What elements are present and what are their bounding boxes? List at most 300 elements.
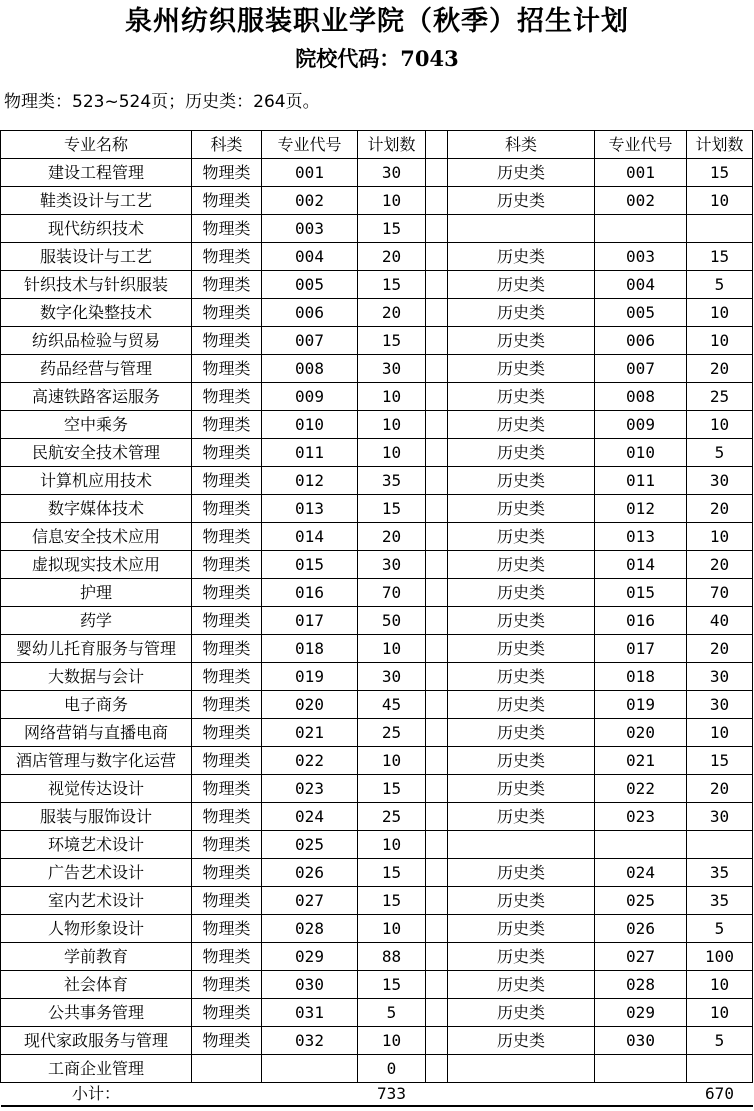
physics-code-cell: 028 (262, 915, 358, 943)
physics-category-cell: 物理类 (192, 719, 262, 747)
spacer-cell (426, 999, 448, 1027)
physics-category-cell: 物理类 (192, 495, 262, 523)
spacer-cell (426, 215, 448, 243)
history-category-cell: 历史类 (448, 915, 595, 943)
history-code-cell (595, 215, 687, 243)
header-physics-plan: 计划数 (358, 131, 426, 159)
table-row (1, 523, 753, 551)
history-category-cell: 历史类 (448, 579, 595, 607)
physics-code-cell: 006 (262, 299, 358, 327)
history-code-cell: 009 (595, 411, 687, 439)
physics-code-cell: 026 (262, 859, 358, 887)
physics-category-cell: 物理类 (192, 159, 262, 187)
physics-code-cell: 005 (262, 271, 358, 299)
major-name-cell: 广告艺术设计 (1, 859, 192, 887)
table-row (1, 691, 753, 719)
major-name-cell: 虚拟现实技术应用 (1, 551, 192, 579)
major-name-cell: 环境艺术设计 (1, 831, 192, 859)
spacer-cell (426, 579, 448, 607)
table-row (1, 383, 753, 411)
physics-plan-cell: 10 (358, 635, 426, 663)
table-row (1, 411, 753, 439)
physics-plan-cell: 10 (358, 831, 426, 859)
spacer-cell (426, 299, 448, 327)
major-name-cell: 服装设计与工艺 (1, 243, 192, 271)
header-history-plan: 计划数 (687, 131, 753, 159)
table-header-row (1, 131, 753, 159)
spacer-cell (426, 523, 448, 551)
physics-category-cell: 物理类 (192, 691, 262, 719)
spacer-cell (426, 439, 448, 467)
physics-plan-cell: 50 (358, 607, 426, 635)
history-category-cell: 历史类 (448, 971, 595, 999)
history-code-cell (595, 1055, 687, 1083)
major-name-cell: 数字媒体技术 (1, 495, 192, 523)
history-category-cell: 历史类 (448, 495, 595, 523)
physics-category-cell: 物理类 (192, 551, 262, 579)
history-code-cell: 015 (595, 579, 687, 607)
physics-code-cell: 029 (262, 943, 358, 971)
history-code-cell: 023 (595, 803, 687, 831)
history-category-cell: 历史类 (448, 887, 595, 915)
physics-code-cell: 011 (262, 439, 358, 467)
table-row (1, 1027, 753, 1055)
major-name-cell: 婴幼儿托育服务与管理 (1, 635, 192, 663)
physics-plan-cell: 5 (358, 999, 426, 1027)
physics-plan-cell: 30 (358, 159, 426, 187)
physics-code-cell: 020 (262, 691, 358, 719)
table-row (1, 943, 753, 971)
major-name-cell: 大数据与会计 (1, 663, 192, 691)
history-plan-cell: 20 (687, 775, 753, 803)
physics-plan-cell: 20 (358, 243, 426, 271)
spacer-cell (426, 635, 448, 663)
table-body (1, 159, 753, 1083)
history-code-cell: 022 (595, 775, 687, 803)
table-row (1, 747, 753, 775)
history-plan-cell: 30 (687, 467, 753, 495)
history-code-cell: 011 (595, 467, 687, 495)
history-category-cell: 历史类 (448, 1027, 595, 1055)
spacer-cell (426, 271, 448, 299)
table-row (1, 607, 753, 635)
physics-category-cell: 物理类 (192, 887, 262, 915)
spacer-cell (426, 691, 448, 719)
history-code-cell (595, 831, 687, 859)
history-plan-cell: 15 (687, 243, 753, 271)
major-name-cell: 计算机应用技术 (1, 467, 192, 495)
history-code-cell: 026 (595, 915, 687, 943)
history-plan-cell: 10 (687, 327, 753, 355)
physics-code-cell: 012 (262, 467, 358, 495)
history-code-cell: 017 (595, 635, 687, 663)
physics-code-cell: 001 (262, 159, 358, 187)
history-code-cell: 024 (595, 859, 687, 887)
major-name-cell: 高速铁路客运服务 (1, 383, 192, 411)
page-reference-note: 物理类：523~524页；历史类：264页。 (4, 92, 320, 112)
major-name-cell: 药品经营与管理 (1, 355, 192, 383)
physics-code-cell: 016 (262, 579, 358, 607)
physics-category-cell: 物理类 (192, 971, 262, 999)
physics-code-cell: 032 (262, 1027, 358, 1055)
physics-code-cell: 010 (262, 411, 358, 439)
table-row (1, 439, 753, 467)
history-plan-cell: 5 (687, 915, 753, 943)
history-plan-cell: 10 (687, 719, 753, 747)
physics-category-cell: 物理类 (192, 215, 262, 243)
physics-plan-cell: 25 (358, 719, 426, 747)
physics-category-cell: 物理类 (192, 327, 262, 355)
physics-code-cell: 031 (262, 999, 358, 1027)
history-code-cell: 012 (595, 495, 687, 523)
physics-code-cell: 018 (262, 635, 358, 663)
header-history-code: 专业代号 (595, 131, 687, 159)
history-category-cell: 历史类 (448, 159, 595, 187)
spacer-cell (426, 243, 448, 271)
table-row (1, 1055, 753, 1083)
table-row (1, 999, 753, 1027)
history-plan-cell (687, 1055, 753, 1083)
history-category-cell: 历史类 (448, 663, 595, 691)
history-plan-cell: 35 (687, 859, 753, 887)
history-plan-cell: 30 (687, 691, 753, 719)
history-plan-cell: 10 (687, 523, 753, 551)
history-code-cell: 018 (595, 663, 687, 691)
physics-category-cell: 物理类 (192, 607, 262, 635)
history-plan-cell: 100 (687, 943, 753, 971)
major-name-cell: 室内艺术设计 (1, 887, 192, 915)
major-name-cell: 现代纺织技术 (1, 215, 192, 243)
history-plan-cell (687, 215, 753, 243)
history-code-cell: 005 (595, 299, 687, 327)
spacer-cell (426, 467, 448, 495)
physics-category-cell: 物理类 (192, 243, 262, 271)
physics-code-cell: 022 (262, 747, 358, 775)
table-row (1, 775, 753, 803)
physics-code-cell (262, 1055, 358, 1083)
spacer-cell (426, 551, 448, 579)
major-name-cell: 工商企业管理 (1, 1055, 192, 1083)
history-code-cell: 021 (595, 747, 687, 775)
spacer-cell (426, 747, 448, 775)
physics-plan-cell: 10 (358, 1027, 426, 1055)
subtotal-row (1, 1083, 753, 1107)
table-row (1, 551, 753, 579)
major-name-cell: 空中乘务 (1, 411, 192, 439)
physics-code-cell: 023 (262, 775, 358, 803)
spacer-cell (426, 663, 448, 691)
physics-category-cell: 物理类 (192, 859, 262, 887)
physics-category-cell: 物理类 (192, 299, 262, 327)
history-category-cell: 历史类 (448, 747, 595, 775)
table-row (1, 467, 753, 495)
header-major-name: 专业名称 (1, 131, 192, 159)
physics-code-cell: 015 (262, 551, 358, 579)
major-name-cell: 人物形象设计 (1, 915, 192, 943)
history-plan-cell: 20 (687, 355, 753, 383)
physics-plan-cell: 10 (358, 187, 426, 215)
subtotal-label: 小计： (1, 1083, 192, 1107)
spacer-cell (426, 719, 448, 747)
table-row (1, 271, 753, 299)
subtotal-empty (448, 1083, 595, 1107)
physics-category-cell: 物理类 (192, 943, 262, 971)
history-plan-cell: 20 (687, 551, 753, 579)
physics-category-cell: 物理类 (192, 635, 262, 663)
history-category-cell (448, 1055, 595, 1083)
history-plan-cell: 5 (687, 271, 753, 299)
physics-plan-cell: 15 (358, 327, 426, 355)
physics-code-cell: 008 (262, 355, 358, 383)
physics-plan-cell: 10 (358, 411, 426, 439)
physics-plan-cell: 15 (358, 859, 426, 887)
history-category-cell: 历史类 (448, 719, 595, 747)
table-row (1, 719, 753, 747)
physics-plan-cell: 35 (358, 467, 426, 495)
history-plan-cell: 5 (687, 439, 753, 467)
history-plan-cell: 15 (687, 159, 753, 187)
history-category-cell: 历史类 (448, 551, 595, 579)
physics-plan-cell: 0 (358, 1055, 426, 1083)
physics-code-cell: 003 (262, 215, 358, 243)
major-name-cell: 学前教育 (1, 943, 192, 971)
table-row (1, 187, 753, 215)
table-row (1, 663, 753, 691)
major-name-cell: 民航安全技术管理 (1, 439, 192, 467)
spacer-cell (426, 831, 448, 859)
physics-category-cell: 物理类 (192, 915, 262, 943)
physics-category-cell: 物理类 (192, 467, 262, 495)
history-plan-cell: 10 (687, 187, 753, 215)
physics-plan-cell: 30 (358, 551, 426, 579)
table-row (1, 355, 753, 383)
history-code-cell: 029 (595, 999, 687, 1027)
history-plan-cell: 70 (687, 579, 753, 607)
spacer-cell (426, 1055, 448, 1083)
major-name-cell: 纺织品检验与贸易 (1, 327, 192, 355)
spacer-cell (426, 859, 448, 887)
history-category-cell: 历史类 (448, 803, 595, 831)
history-code-cell: 010 (595, 439, 687, 467)
history-category-cell: 历史类 (448, 411, 595, 439)
major-name-cell: 护理 (1, 579, 192, 607)
physics-code-cell: 009 (262, 383, 358, 411)
major-name-cell: 社会体育 (1, 971, 192, 999)
table-row (1, 635, 753, 663)
major-name-cell: 针织技术与针织服装 (1, 271, 192, 299)
header-spacer (426, 131, 448, 159)
major-name-cell: 电子商务 (1, 691, 192, 719)
page-title: 泉州纺织服装职业学院（秋季）招生计划 (125, 6, 629, 37)
history-category-cell: 历史类 (448, 383, 595, 411)
history-plan-cell: 15 (687, 747, 753, 775)
history-plan-cell: 30 (687, 803, 753, 831)
table-row (1, 915, 753, 943)
physics-code-cell: 004 (262, 243, 358, 271)
history-plan-cell: 30 (687, 663, 753, 691)
major-name-cell: 建设工程管理 (1, 159, 192, 187)
spacer-cell (426, 495, 448, 523)
history-category-cell: 历史类 (448, 607, 595, 635)
history-code-cell: 006 (595, 327, 687, 355)
physics-plan-cell: 15 (358, 495, 426, 523)
physics-category-cell: 物理类 (192, 1027, 262, 1055)
subtotal-empty (426, 1083, 448, 1107)
physics-category-cell: 物理类 (192, 411, 262, 439)
spacer-cell (426, 187, 448, 215)
history-plan-cell: 35 (687, 887, 753, 915)
major-name-cell: 药学 (1, 607, 192, 635)
subtotal-empty (192, 1083, 262, 1107)
physics-category-cell: 物理类 (192, 831, 262, 859)
spacer-cell (426, 411, 448, 439)
physics-plan-cell: 15 (358, 887, 426, 915)
physics-plan-cell: 15 (358, 271, 426, 299)
physics-code-cell: 013 (262, 495, 358, 523)
major-name-cell: 公共事务管理 (1, 999, 192, 1027)
spacer-cell (426, 607, 448, 635)
history-category-cell: 历史类 (448, 691, 595, 719)
physics-category-cell: 物理类 (192, 523, 262, 551)
history-plan-cell: 10 (687, 299, 753, 327)
table-row (1, 971, 753, 999)
table-row (1, 159, 753, 187)
physics-category-cell: 物理类 (192, 775, 262, 803)
history-category-cell (448, 831, 595, 859)
physics-plan-cell: 70 (358, 579, 426, 607)
spacer-cell (426, 159, 448, 187)
subtotal-empty (595, 1083, 687, 1107)
spacer-cell (426, 383, 448, 411)
physics-code-cell: 024 (262, 803, 358, 831)
physics-category-cell: 物理类 (192, 999, 262, 1027)
physics-category-cell: 物理类 (192, 355, 262, 383)
physics-code-cell: 030 (262, 971, 358, 999)
enrollment-plan-table (0, 130, 753, 1107)
history-category-cell: 历史类 (448, 243, 595, 271)
physics-plan-cell: 30 (358, 663, 426, 691)
physics-plan-cell: 15 (358, 971, 426, 999)
physics-plan-cell: 20 (358, 299, 426, 327)
history-plan-cell: 25 (687, 383, 753, 411)
table-row (1, 495, 753, 523)
physics-category-cell: 物理类 (192, 747, 262, 775)
physics-category-cell: 物理类 (192, 271, 262, 299)
major-name-cell: 信息安全技术应用 (1, 523, 192, 551)
physics-code-cell: 019 (262, 663, 358, 691)
table-row (1, 803, 753, 831)
spacer-cell (426, 971, 448, 999)
history-category-cell: 历史类 (448, 775, 595, 803)
major-name-cell: 服装与服饰设计 (1, 803, 192, 831)
table-row (1, 327, 753, 355)
major-name-cell: 鞋类设计与工艺 (1, 187, 192, 215)
table-row (1, 215, 753, 243)
header-physics-code: 专业代号 (262, 131, 358, 159)
physics-code-cell: 025 (262, 831, 358, 859)
spacer-cell (426, 915, 448, 943)
spacer-cell (426, 355, 448, 383)
table-row (1, 299, 753, 327)
physics-code-cell: 021 (262, 719, 358, 747)
physics-plan-cell: 20 (358, 523, 426, 551)
subtotal-physics-total: 733 (358, 1083, 426, 1107)
subtotal-history-total: 670 (687, 1083, 753, 1107)
physics-category-cell (192, 1055, 262, 1083)
physics-category-cell: 物理类 (192, 187, 262, 215)
physics-code-cell: 017 (262, 607, 358, 635)
spacer-cell (426, 887, 448, 915)
table-row (1, 243, 753, 271)
history-plan-cell: 10 (687, 999, 753, 1027)
history-code-cell: 028 (595, 971, 687, 999)
major-name-cell: 数字化染整技术 (1, 299, 192, 327)
physics-plan-cell: 88 (358, 943, 426, 971)
history-category-cell: 历史类 (448, 327, 595, 355)
physics-plan-cell: 10 (358, 747, 426, 775)
history-category-cell: 历史类 (448, 299, 595, 327)
history-plan-cell: 5 (687, 1027, 753, 1055)
history-plan-cell: 20 (687, 495, 753, 523)
history-category-cell: 历史类 (448, 467, 595, 495)
physics-plan-cell: 10 (358, 915, 426, 943)
major-name-cell: 酒店管理与数字化运营 (1, 747, 192, 775)
history-code-cell: 013 (595, 523, 687, 551)
history-code-cell: 030 (595, 1027, 687, 1055)
spacer-cell (426, 1027, 448, 1055)
history-plan-cell: 10 (687, 971, 753, 999)
history-plan-cell: 40 (687, 607, 753, 635)
history-category-cell: 历史类 (448, 943, 595, 971)
history-category-cell: 历史类 (448, 439, 595, 467)
history-category-cell: 历史类 (448, 999, 595, 1027)
history-category-cell: 历史类 (448, 355, 595, 383)
physics-plan-cell: 15 (358, 215, 426, 243)
physics-category-cell: 物理类 (192, 663, 262, 691)
history-code-cell: 016 (595, 607, 687, 635)
physics-category-cell: 物理类 (192, 803, 262, 831)
history-code-cell: 004 (595, 271, 687, 299)
history-category-cell: 历史类 (448, 271, 595, 299)
table-row (1, 887, 753, 915)
spacer-cell (426, 943, 448, 971)
subtotal-empty (262, 1083, 358, 1107)
history-category-cell: 历史类 (448, 635, 595, 663)
history-plan-cell: 20 (687, 635, 753, 663)
history-code-cell: 007 (595, 355, 687, 383)
spacer-cell (426, 327, 448, 355)
physics-category-cell: 物理类 (192, 439, 262, 467)
physics-plan-cell: 10 (358, 439, 426, 467)
table-row (1, 859, 753, 887)
physics-code-cell: 002 (262, 187, 358, 215)
major-name-cell: 视觉传达设计 (1, 775, 192, 803)
physics-code-cell: 027 (262, 887, 358, 915)
physics-category-cell: 物理类 (192, 579, 262, 607)
history-code-cell: 001 (595, 159, 687, 187)
physics-plan-cell: 45 (358, 691, 426, 719)
history-code-cell: 002 (595, 187, 687, 215)
table-row (1, 579, 753, 607)
physics-plan-cell: 25 (358, 803, 426, 831)
history-code-cell: 019 (595, 691, 687, 719)
physics-plan-cell: 10 (358, 383, 426, 411)
history-code-cell: 020 (595, 719, 687, 747)
spacer-cell (426, 803, 448, 831)
history-code-cell: 003 (595, 243, 687, 271)
physics-plan-cell: 15 (358, 775, 426, 803)
history-code-cell: 014 (595, 551, 687, 579)
